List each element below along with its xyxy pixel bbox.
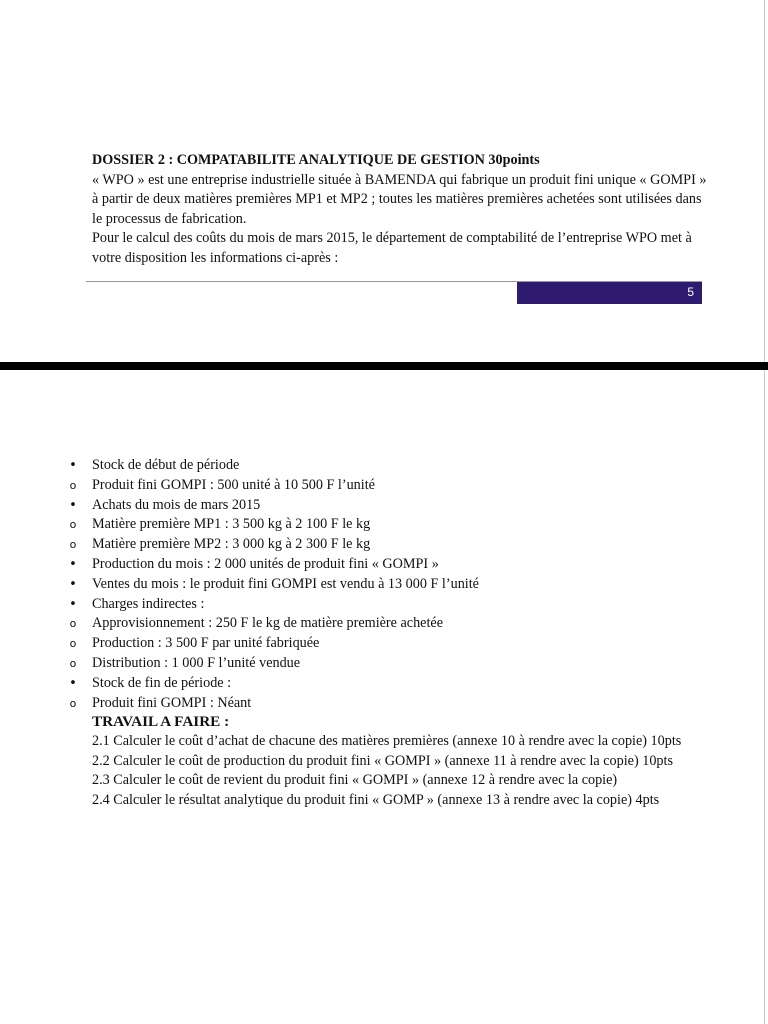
bullet-dot-icon: • <box>69 497 77 513</box>
bullet-dot-icon: • <box>69 556 77 572</box>
list-item-text: Matière première MP1 : 3 500 kg à 2 100 F le kg <box>92 516 371 533</box>
dossier-paragraph-info: Pour le calcul des coûts du mois de mars 2015, le département de comptabilité de l’entreprise WPO met à votre disposition les informations ci-après : <box>92 230 692 266</box>
list-item <box>64 654 704 674</box>
list-item <box>64 575 704 595</box>
page-separator <box>0 362 768 370</box>
previous-page-bottom <box>0 0 768 362</box>
bullet-circle-icon: o <box>69 696 77 710</box>
bullet-circle-icon: o <box>69 538 77 552</box>
task-item: 2.4 Calculer le résultat analytique du produit fini « GOMP » (annexe 13 à rendre avec la copie) 4pts <box>92 792 660 809</box>
list-item <box>64 634 704 654</box>
dossier-paragraph-intro: « WPO » est une entreprise industrielle située à BAMENDA qui fabrique un produit fini unique « GOMPI » à partir de deux matières premières MP1 et MP2 ; toutes les matières premières achetées sont utilisées dans le processus de fabrication. <box>92 171 707 227</box>
list-item <box>64 476 704 496</box>
list-item <box>64 674 704 694</box>
information-list <box>64 456 704 713</box>
list-item <box>64 595 704 615</box>
bullet-circle-icon: o <box>69 637 77 651</box>
bullet-dot-icon: • <box>69 596 77 612</box>
list-item-text: Production : 3 500 F par unité fabriquée <box>92 635 320 652</box>
list-item-text: Charges indirectes : <box>92 595 205 612</box>
list-item <box>64 496 704 516</box>
list-item-text: Approvisionnement : 250 F le kg de matière première achetée <box>92 615 444 632</box>
list-item-text: Achats du mois de mars 2015 <box>92 496 261 513</box>
task-title: TRAVAIL A FAIRE : <box>92 713 230 730</box>
list-item-text: Produit fini GOMPI : 500 unité à 10 500 F l’unité <box>92 476 375 493</box>
list-item-text: Matière première MP2 : 3 000 kg à 2 300 F le kg <box>92 536 371 553</box>
list-item <box>64 555 704 575</box>
task-item: 2.2 Calculer le coût de production du produit fini « GOMPI » (annexe 11 à rendre avec la copie) 10pts <box>92 752 673 769</box>
list-item-text: Stock de fin de période : <box>92 674 232 691</box>
task-item: 2.3 Calculer le coût de revient du produit fini « GOMPI » (annexe 12 à rendre avec la copie) <box>92 772 618 789</box>
bullet-circle-icon: o <box>69 617 77 631</box>
list-item <box>64 515 704 535</box>
bullet-dot-icon: • <box>69 458 77 473</box>
list-item-text: Ventes du mois : le produit fini GOMPI est vendu à 13 000 F l’unité <box>92 575 479 592</box>
list-item <box>64 694 704 714</box>
page-number-badge: 5 <box>517 282 702 304</box>
bullet-circle-icon: o <box>69 518 77 532</box>
list-item <box>64 535 704 555</box>
task-item: 2.1 Calculer le coût d’achat de chacune des matières premières (annexe 10 à rendre avec la copie) 10pts <box>92 732 682 749</box>
bullet-dot-icon: • <box>69 576 77 592</box>
list-item-text: Produit fini GOMPI : Néant <box>92 694 252 711</box>
bullet-circle-icon: o <box>69 656 77 670</box>
bullet-circle-icon: o <box>69 478 77 492</box>
list-item-text: Stock de début de période <box>92 457 240 473</box>
list-item <box>64 614 704 634</box>
list-item <box>64 456 704 476</box>
task-section <box>92 712 692 811</box>
dossier-title: DOSSIER 2 : COMPATABILITE ANALYTIQUE DE GESTION 30points <box>92 152 540 168</box>
list-item-text: Distribution : 1 000 F l’unité vendue <box>92 654 301 671</box>
bullet-dot-icon: • <box>69 675 77 691</box>
dossier-section <box>92 151 712 269</box>
list-item-text: Production du mois : 2 000 unités de produit fini « GOMPI » <box>92 555 439 572</box>
